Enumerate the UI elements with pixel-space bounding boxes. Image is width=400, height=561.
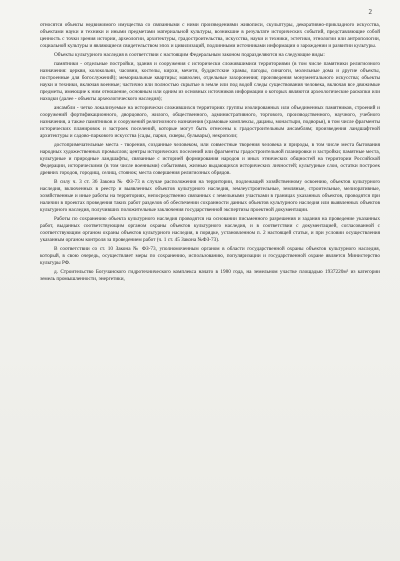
page-number: 2 (368, 8, 372, 16)
paragraph: памятники - отдельные постройки, здания и сооружения с исторически сложившимися территориями (в том числе памятники религиозного назначения: церкви, колокольни, часовни, костелы, кирхи, мечети, буддистские храмы, пагоды, синагоги, молельные дома и другие объекты, построенные для богослужений); мемориальные квартиры; мавзолеи, отдельные захоронения; произведения монументального искусства; объекты науки и техники, включая военные; частично или полностью скрытые в земле или под водой следы существования человека, включая все движимые предметы, имеющие к ним отношение, основным или одним из основных источников информации о которых являются археологические раскопки или находки (далее - объекты археологического наследия); (40, 60, 380, 103)
paragraph: д. Строительство Богучанского гидротехнического комплекса начато в 1980 года, на земельном участке площадью 1937220м² из категории земель промышленности, энергетики, (40, 268, 380, 282)
paragraph: Объекты культурного наследия в соответствии с настоящим Федеральным законом подразделяются на следующие виды: (54, 51, 325, 58)
paragraph: ансамбли - четко локализуемые на исторически сложившихся территориях группы изолированных или объединенных памятников, строений и сооружений фортификационного, дворцового, жилого, общественного, административного, торгового, производственного, научного, учебного назначения, а также памятников и сооружений религиозного назначения (храмовые комплексы, дацаны, монастыри, подворья), в том числе фрагменты исторических планировок и застроек поселений, которые могут быть отнесены к градостроительным ансамблям; произведения ландшафтной архитектуры и садово-паркового искусства (сады, парки, скверы, бульвары), некрополи; (40, 104, 380, 140)
paragraph: достопримечательные места - творения, созданные человеком, или совместные творения человека и природы, в том числе места бытования народных художественных промыслов; центры исторических поселений или фрагменты градостроительной планировки и застройки; памятные места, культурные и природные ландшафты, связанные с историей формирования народов и иных этнических общностей на территории Российской Федерации, историческими (в том числе военными) событиями, жизнью выдающихся исторических личностей; культурные слои, остатки построек древних городов, городищ, селищ, стоянок; места совершения религиозных обрядов. (40, 141, 380, 177)
document-body (40, 22, 380, 554)
paragraph: относятся объекты недвижимого имущества со связанными с ними произведениями живописи, скульптуры, декоративно-прикладного искусства, объектами науки и техники и иными предметами материальной культуры, возникшие в результате исторических событий, представляющие собой ценность с точки зрения истории, археологии, архитектуры, градостроительства, искусства, науки и техники, эстетики, этнологии или антропологии, социальной культуры и являющиеся свидетельством эпох и цивилизаций, подлинными источниками информации о зарождении и развитии культуры. (40, 22, 380, 50)
paragraph: Работы по сохранению объекта культурного наследия проводятся на основании письменного разрешения и задания на проведение указанных работ, выданных соответствующим органом охраны объектов культурного наследия, и в соответствии с документацией, согласованной с соответствующим органом охраны объектов культурного наследия, в порядке, установленном п. 2 настоящей статьи, и при условии осуществления указанным органом контроля за проведением работ (ч. 1 ст. 45 Закона №ФЗ-73). (40, 216, 380, 244)
paragraph: В соответствии со ст. 10 Закона № ФЗ-73, уполномоченным органом в области государственной охраны объектов культурного наследия, который, в свою очередь, осуществляет меры по сохранению, использованию, популяризации и государственной охране является Министерство культуры РФ. (40, 245, 380, 267)
paragraph: В силу ч. 3 ст. 36 Закона № ФЗ-73 в случае расположения на территории, подлежащей хозяйственному освоению, объектов культурного наследия, включенных в реестр и выявленных объектов культурного наследия, землеустроительные, земляные, строительные, мелиоративные, хозяйственные и иные работы на территориях, непосредственно связанных с земельными участками в границах указанных объектов, проводятся при наличии в проектах проведения таких работ разделов об обеспечении сохранности данных объектов культурного наследия или выявленных объектов культурного наследия, получивших положительные заключения государственной экспертизы проектной документации. (40, 178, 380, 214)
